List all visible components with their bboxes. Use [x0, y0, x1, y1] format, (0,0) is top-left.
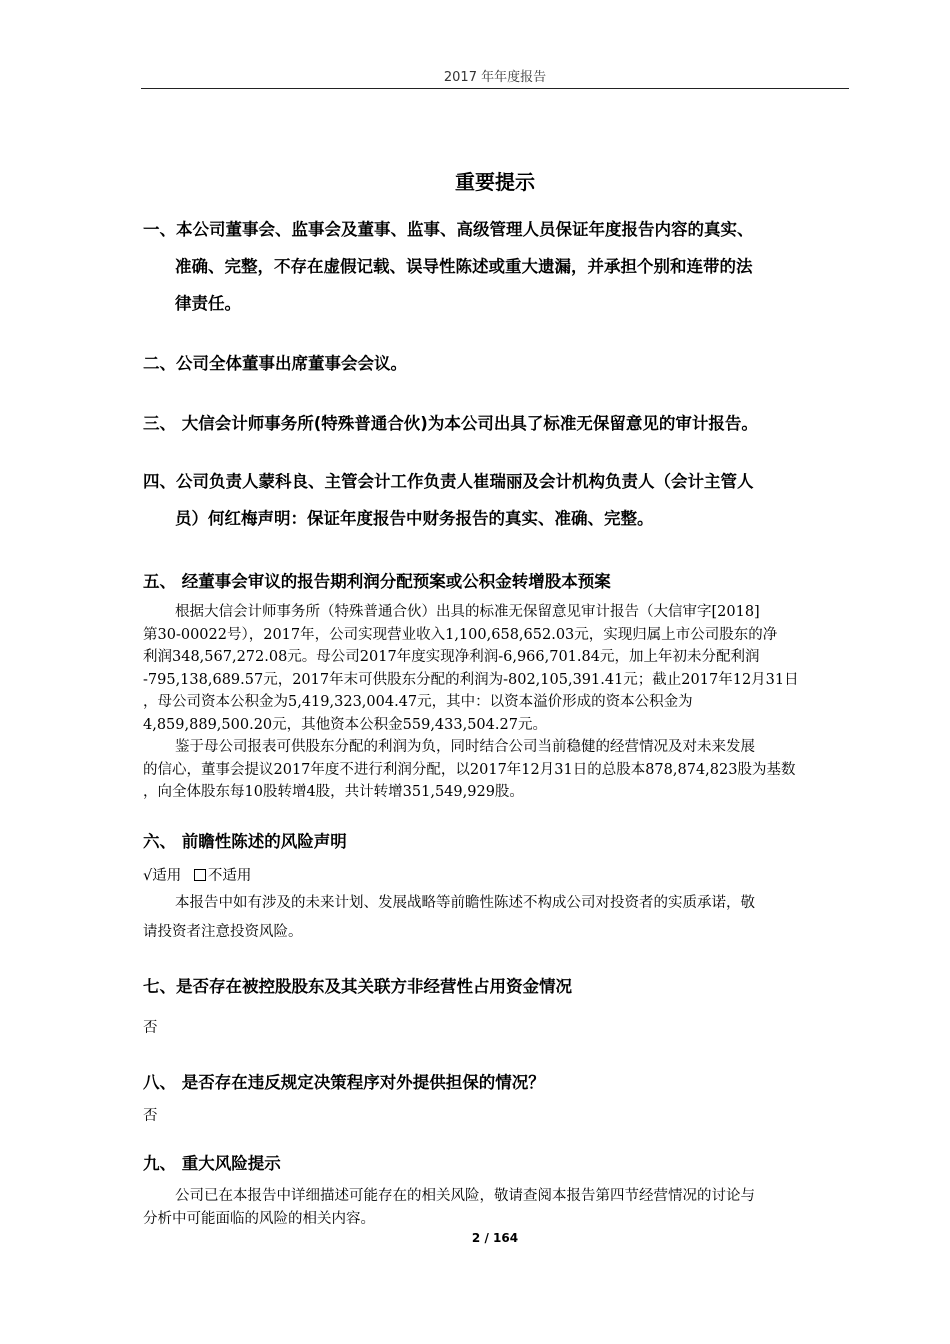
check-mark-icon: √ — [143, 868, 153, 884]
section-9-paragraph — [143, 1185, 855, 1230]
s6-line2: 请投资者注意投资风险。 — [143, 924, 303, 940]
section-5-paragraph-2 — [143, 736, 855, 804]
s5p1-line: 利润348,567,272.08元。母公司2017年度实现净利润-6,966,701.84元，加上年初未分配利润 — [143, 649, 760, 665]
notice-item-1-line1: 一、本公司董事会、监事会及董事、监事、高级管理人员保证年度报告内容的真实、 — [143, 220, 754, 239]
notice-item-3-line1: 三、 大信会计师事务所(特殊普通合伙)为本公司出具了标准无保留意见的审计报告。 — [143, 414, 758, 433]
section-7-heading: 七、是否存在被控股股东及其关联方非经营性占用资金情况 — [143, 977, 572, 996]
s5p1-line: 4,859,889,500.20元，其他资本公积金559,433,504.27元。 — [143, 716, 547, 733]
s6-line1: 本报告中如有涉及的未来计划、发展战略等前瞻性陈述不构成公司对投资者的实质承诺，敬 — [175, 895, 755, 911]
section-5-heading: 五、 经董事会审议的报告期利润分配预案或公积金转增股本预案 — [143, 572, 611, 591]
s5p2-line: ，向全体股东每10股转增4股，共计转增351,549,929股。 — [143, 784, 524, 800]
s9-line2: 分析中可能面临的风险的相关内容。 — [143, 1210, 375, 1227]
not-applicable-label: 不适用 — [207, 868, 252, 884]
s5p2-line: 的信心，董事会提议2017年度不进行利润分配，以2017年12月31日的总股本878,874,823股为基数 — [143, 761, 796, 778]
page-number: 2 / 164 — [471, 1231, 519, 1245]
applicable-label: 适用 — [152, 868, 182, 884]
notice-item-4-line1: 四、公司负责人蒙科良、主管会计工作负责人崔瑞丽及会计机构负责人（会计主管人 — [143, 472, 754, 491]
page-header: 2017 年年度报告 — [443, 70, 547, 85]
notice-item-2-line1: 二、公司全体董事出席董事会会议。 — [143, 354, 407, 373]
empty-checkbox-icon — [194, 869, 206, 881]
section-7-answer: 否 — [143, 1020, 158, 1036]
applicability-options — [143, 864, 251, 885]
section-5-paragraph-1 — [143, 601, 855, 736]
s5p1-line: 根据大信会计师事务所（特殊普通合伙）出具的标准无保留意见审计报告（大信审字[2018] — [175, 604, 760, 620]
s5p1-line: ，母公司资本公积金为5,419,323,004.47元，其中：以资本溢价形成的资本公积金为 — [143, 694, 693, 710]
page-title: 重要提示 — [455, 170, 535, 194]
notice-item-4-line2: 员）何红梅声明：保证年度报告中财务报告的真实、准确、完整。 — [175, 509, 654, 528]
s5p1-line: -795,138,689.57元，2017年末可供股东分配的利润为-802,105,391.41元；截止2017年12月31日 — [143, 671, 799, 688]
section-8-heading: 八、 是否存在违反规定决策程序对外提供担保的情况？ — [143, 1073, 545, 1092]
notice-item-4 — [143, 463, 855, 537]
notice-item-1-line3: 律责任。 — [175, 294, 241, 313]
section-8-answer: 否 — [143, 1108, 158, 1124]
s5p2-line: 鉴于母公司报表可供股东分配的利润为负，同时结合公司当前稳健的经营情况及对未来发展 — [175, 739, 755, 755]
header-divider — [141, 88, 849, 89]
section-9-heading: 九、 重大风险提示 — [143, 1154, 281, 1173]
section-6-heading: 六、 前瞻性陈述的风险声明 — [143, 832, 347, 851]
notice-item-1-line2: 准确、完整，不存在虚假记载、误导性陈述或重大遗漏，并承担个别和连带的法 — [175, 257, 753, 276]
s5p1-line: 第30-00022号），2017年，公司实现营业收入1,100,658,652.03元，实现归属上市公司股东的净 — [143, 626, 778, 643]
notice-item-2 — [143, 345, 855, 382]
notice-item-1 — [143, 211, 855, 322]
notice-item-3 — [143, 405, 855, 442]
section-6-paragraph — [143, 889, 855, 947]
s9-line1: 公司已在本报告中详细描述可能存在的相关风险，敬请查阅本报告第四节经营情况的讨论与 — [175, 1188, 755, 1204]
